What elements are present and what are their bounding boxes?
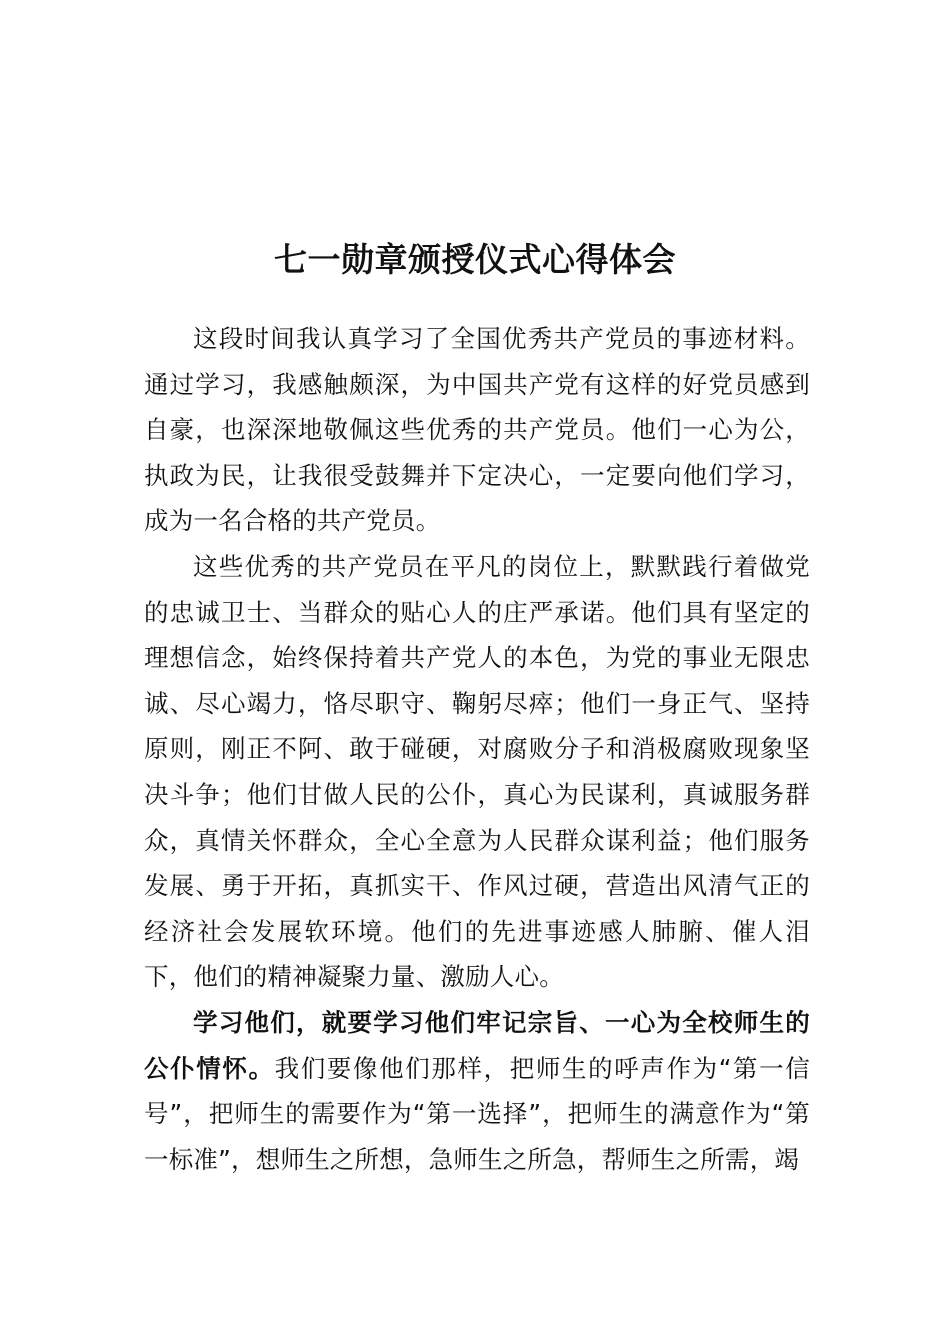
- document-title: 七一勋章颁授仪式心得体会: [274, 240, 676, 279]
- document-body: [144, 316, 810, 1182]
- paragraph-3-text: 我们要像他们那样，把师生的呼声作为“第一信号”，把师生的需要作为“第一选择”，把师生的满意作为“第一标准”，想师生之所想，急师生之所急，帮师生之所需，竭: [144, 1053, 811, 1174]
- paragraph-3: [144, 1000, 810, 1182]
- paragraph-1: 这段时间我认真学习了全国优秀共产党员的事迹材料。通过学习，我感触颇深，为中国共产党有这样的好党员感到自豪，也深深地敬佩这些优秀的共产党员。他们一心为公，执政为民，让我很受鼓舞并下定决心，一定要向他们学习，成为一名合格的共产党员。: [144, 324, 810, 536]
- paragraph-3-lead: 学习他们，就要学习他们牢记宗旨、一心为全校师生的公仆情怀。: [144, 1007, 810, 1083]
- paragraph-2: 这些优秀的共产党员在平凡的岗位上，默默践行着做党的忠诚卫士、当群众的贴心人的庄严承诺。他们具有坚定的理想信念，始终保持着共产党人的本色，为党的事业无限忠诚、尽心竭力，恪尽职守、鞠躬尽瘁；他们一身正气、坚持原则，刚正不阿、敢于碰硬，对腐败分子和消极腐败现象坚决斗争；他们甘做人民的公仆，真心为民谋利，真诚服务群众，真情关怀群众，全心全意为人民群众谋利益；他们服务发展、勇于开拓，真抓实干、作风过硬，营造出风清气正的经济社会发展软环境。他们的先进事迹感人肺腑、催人泪下，他们的精神凝聚力量、激励人心。: [144, 551, 810, 992]
